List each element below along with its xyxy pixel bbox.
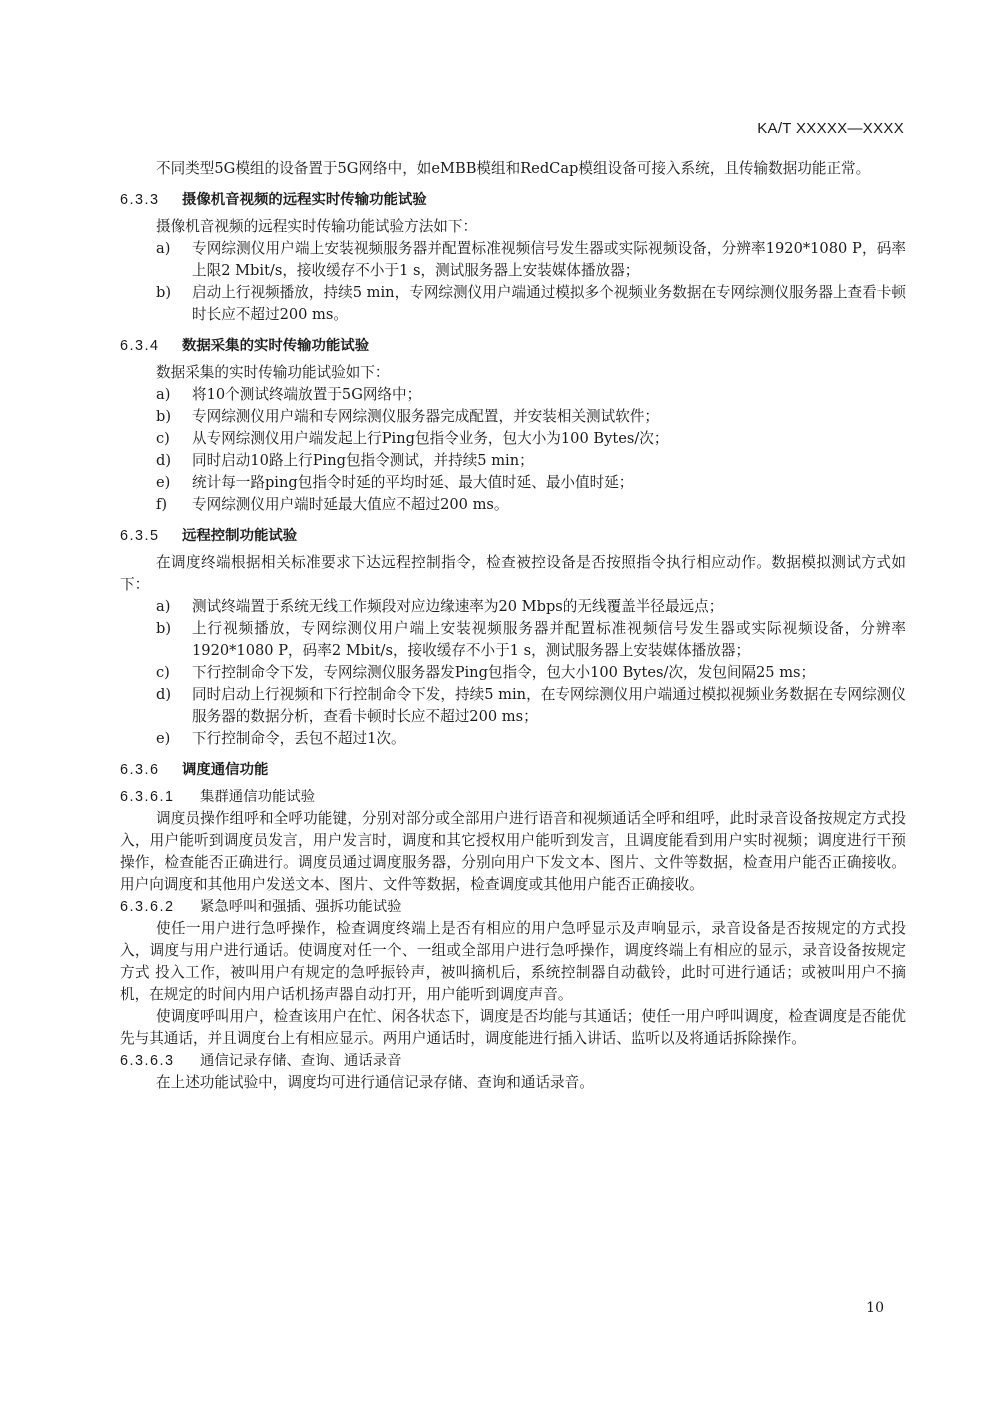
list-item — [120, 728, 906, 750]
page-number: 10 — [866, 1300, 884, 1316]
section-title: 调度通信功能 — [182, 762, 269, 778]
list-6-3-3 — [120, 238, 906, 326]
list-item-text: 下行控制命令，丢包不超过1次。 — [192, 730, 406, 747]
subsection-title: 集群通信功能试验 — [200, 789, 316, 805]
document-code: KA/T XXXXX—XXXX — [757, 120, 904, 137]
section-number: 6.3.3 — [120, 192, 160, 208]
subsection-title: 通信记录存储、查询、通话录音 — [200, 1053, 402, 1069]
section-heading-6-3-4 — [120, 334, 906, 358]
section-lead: 摄像机音视频的远程实时传输功能试验方法如下： — [156, 218, 478, 235]
list-marker: c) — [156, 664, 170, 681]
list-item — [120, 406, 906, 428]
section-heading-6-3-3 — [120, 188, 906, 212]
list-6-3-5 — [120, 596, 906, 750]
section-title: 数据采集的实时传输功能试验 — [182, 338, 370, 354]
subsection-heading-6-3-6-2 — [120, 896, 906, 918]
list-6-3-4 — [120, 384, 906, 516]
list-item — [120, 384, 906, 406]
list-item — [120, 428, 906, 450]
list-marker: e) — [156, 730, 171, 747]
subsection-heading-6-3-6-1 — [120, 786, 906, 808]
list-item — [120, 618, 906, 662]
section-lead: 在调度终端根据相关标准要求下达远程控制指令，检查被控设备是否按照指令执行相应动作。数据模拟测试方式如下： — [120, 554, 906, 593]
page-content — [120, 158, 906, 1094]
list-item-text: 下行控制命令下发，专网综测仪服务器发Ping包指令，包大小100 Bytes/次，发包间隔25 ms； — [192, 664, 816, 681]
list-item-text: 测试终端置于系统无线工作频段对应边缘速率为20 Mbps的无线覆盖半径最远点； — [192, 598, 724, 615]
section-lead: 数据采集的实时传输功能试验如下： — [156, 364, 390, 381]
list-marker: b) — [156, 408, 172, 425]
list-item — [120, 494, 906, 516]
section-number: 6.3.6 — [120, 762, 160, 778]
list-item-text: 同时启动10路上行Ping包指令测试，并持续5 min； — [192, 452, 534, 469]
list-item-text: 统计每一路ping包指令时延的平均时延、最大值时延、最小值时延； — [192, 474, 634, 491]
subsection-paragraph: 使调度呼叫用户，检查该用户在忙、闲各状态下，调度是否均能与其通话；使任一用户呼叫调度，检查调度是否能优先与其通话，并且调度台上有相应显示。两用户通话时，调度能进行插入讲话、监听以及将通话拆除操作。 — [120, 1008, 906, 1047]
list-item — [120, 684, 906, 728]
section-heading-6-3-5 — [120, 524, 906, 548]
section-title: 远程控制功能试验 — [182, 528, 298, 544]
list-item — [120, 472, 906, 494]
list-marker: d) — [156, 686, 172, 703]
section-number: 6.3.4 — [120, 338, 160, 354]
subsection-paragraph: 调度员操作组呼和全呼功能键，分别对部分或全部用户进行语音和视频通话全呼和组呼，此时录音设备按规定方式投入，用户能听到调度员发言，用户发言时，调度和其它授权用户能听到发言，且调度能看到用户实时视频；调度进行干预操作，检查能否正确进行。调度员通过调度服务器，分别向用户下发文本、图片、文件等数据，检查用户能否正确接收。用户向调度和其他用户发送文本、图片、文件等数据，检查调度或其他用户能否正确接收。 — [120, 810, 906, 893]
subsection-number: 6.3.6.2 — [120, 899, 175, 915]
section-number: 6.3.5 — [120, 528, 160, 544]
section-title: 摄像机音视频的远程实时传输功能试验 — [182, 192, 427, 208]
list-marker: b) — [156, 620, 172, 637]
list-item-text: 上行视频播放，专网综测仪用户端上安装视频服务器并配置标准视频信号发生器或实际视频设备，分辨率1920*1080 P，码率2 Mbit/s，接收缓存不小于1 s，测试服务器上安装媒体播放器； — [192, 620, 906, 659]
list-marker: a) — [156, 386, 171, 403]
list-item-text: 同时启动上行视频和下行控制命令下发，持续5 min，在专网综测仪用户端通过模拟视频业务数据在专网综测仪服务器的数据分析，查看卡顿时长应不超过200 ms； — [192, 686, 906, 725]
list-item — [120, 450, 906, 472]
list-item-text: 启动上行视频播放，持续5 min，专网综测仪用户端通过模拟多个视频业务数据在专网综测仪服务器上查看卡顿时长应不超过200 ms。 — [192, 284, 906, 323]
subsection-heading-6-3-6-3 — [120, 1050, 906, 1072]
list-marker: f) — [156, 496, 168, 513]
section-heading-6-3-6 — [120, 758, 906, 782]
subsection-paragraph: 在上述功能试验中，调度均可进行通信记录存储、查询和通话录音。 — [156, 1074, 594, 1091]
list-item-text: 专网综测仪用户端和专网综测仪服务器完成配置，并安装相关测试软件； — [192, 408, 660, 425]
subsection-paragraph: 使任一用户进行急呼操作，检查调度终端上是否有相应的用户急呼显示及声响显示，录音设备是否按规定的方式投入，调度与用户进行通话。使调度对任一个、一组或全部用户进行急呼操作，调度终端上有相应的显示，录音设备按规定方式 投入工作，被叫用户有规定的急呼振铃声，被叫摘机后，系统控制器自动截铃，此时可进行通话；或被叫用户不摘机，在规定的时间内用户话机扬声器自动打开，用户能听到调度声音。 — [120, 920, 906, 1003]
list-item — [120, 662, 906, 684]
list-item-text: 专网综测仪用户端上安装视频服务器并配置标准视频信号发生器或实际视频设备，分辨率1920*1080 P，码率上限2 Mbit/s，接收缓存不小于1 s，测试服务器上安装媒体播放器； — [192, 240, 906, 279]
list-marker: d) — [156, 452, 172, 469]
list-item-text: 将10个测试终端放置于5G网络中； — [192, 386, 422, 403]
list-item — [120, 282, 906, 326]
list-marker: c) — [156, 430, 170, 447]
list-item — [120, 596, 906, 618]
list-marker: b) — [156, 284, 172, 301]
subsection-title: 紧急呼叫和强插、强拆功能试验 — [200, 899, 402, 915]
list-item — [120, 238, 906, 282]
intro-paragraph: 不同类型5G模组的设备置于5G网络中，如eMBB模组和RedCap模组设备可接入系统，且传输数据功能正常。 — [156, 160, 871, 177]
subsection-number: 6.3.6.3 — [120, 1053, 175, 1069]
list-item-text: 专网综测仪用户端时延最大值应不超过200 ms。 — [192, 496, 509, 513]
list-item-text: 从专网综测仪用户端发起上行Ping包指令业务，包大小为100 Bytes/次； — [192, 430, 669, 447]
list-marker: a) — [156, 598, 171, 615]
list-marker: a) — [156, 240, 171, 257]
list-marker: e) — [156, 474, 171, 491]
subsection-number: 6.3.6.1 — [120, 789, 175, 805]
